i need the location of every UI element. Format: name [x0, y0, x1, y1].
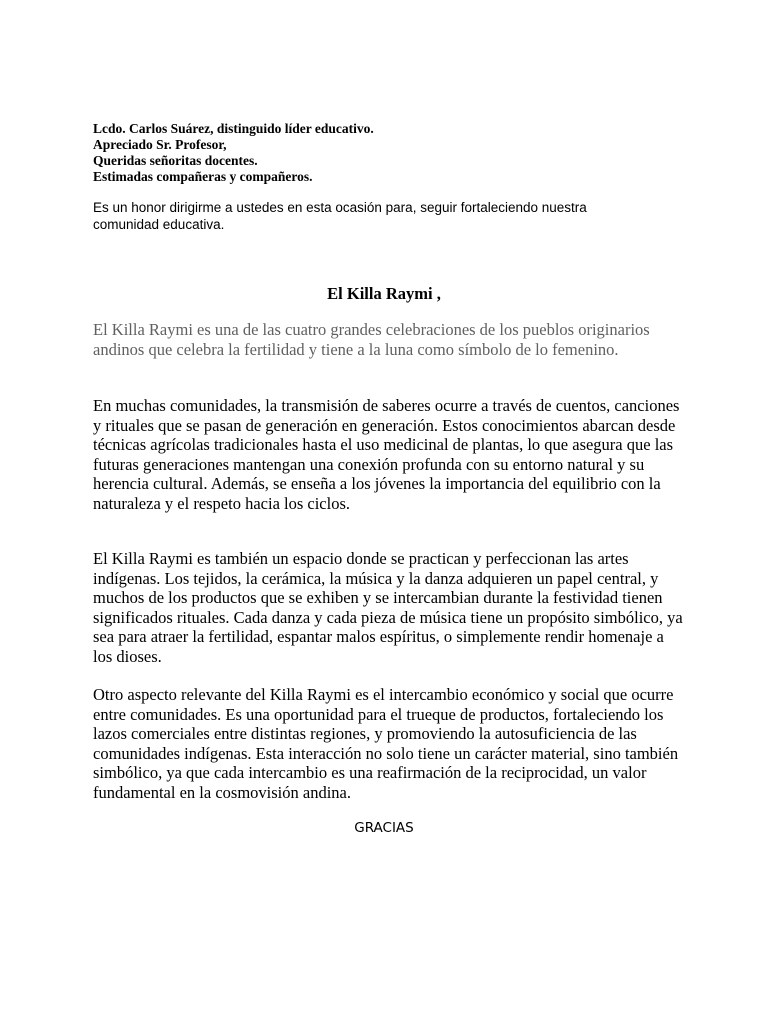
body-paragraph: El Killa Raymi es también un espacio donde se practican y perfeccionan las artes indígenas. Los tejidos, la cerámica, la música y la danza adquieren un papel central, y muchos de los productos que se exhiben y se intercambian durante la festividad tienen significados rituales. Cada danza y cada pieza de música tiene un propósito simbólico, ya sea para atraer la fertilidad, espantar malos espíritus, o simplemente rendir homenaje a los dioses.	[93, 549, 683, 666]
intro-paragraph: Es un honor dirigirme a ustedes en esta ocasión para, seguir fortaleciendo nuestra comunidad educativa.	[93, 200, 587, 232]
greeting-line: Estimadas compañeras y compañeros.	[93, 169, 313, 184]
greeting-block	[93, 121, 374, 185]
body-paragraph: Otro aspecto relevante del Killa Raymi es el intercambio económico y social que ocurre entre comunidades. Es una oportunidad para el trueque de productos, fortaleciendo los lazos comerciales entre distintas regiones, y promoviendo la autosuficiencia de las comunidades indígenas. Esta interacción no solo tiene un carácter material, sino también simbólico, ya que cada intercambio es una reafirmación de la reciprocidad, un valor fundamental en la cosmovisión andina.	[93, 685, 679, 802]
closing-text: GRACIAS	[354, 820, 414, 836]
greeting-line: Apreciado Sr. Profesor,	[93, 137, 227, 152]
body-paragraph: En muchas comunidades, la transmisión de saberes ocurre a través de cuentos, canciones y rituales que se pasan de generación en generación. Estos conocimientos abarcan desde técnicas agrícolas tradicionales hasta el uso medicinal de plantas, lo que asegura que las futuras generaciones mantengan una conexión profunda con su entorno natural y su herencia cultural. Además, se enseña a los jóvenes la importancia del equilibrio con la naturaleza y el respeto hacia los ciclos.	[93, 396, 680, 513]
body-paragraph: El Killa Raymi es una de las cuatro grandes celebraciones de los pueblos originarios andinos que celebra la fertilidad y tiene a la luna como símbolo de lo femenino.	[93, 320, 650, 359]
document-title: El Killa Raymi ,	[327, 284, 441, 303]
greeting-line: Queridas señoritas docentes.	[93, 153, 258, 168]
greeting-line: Lcdo. Carlos Suárez, distinguido líder educativo.	[93, 121, 374, 136]
